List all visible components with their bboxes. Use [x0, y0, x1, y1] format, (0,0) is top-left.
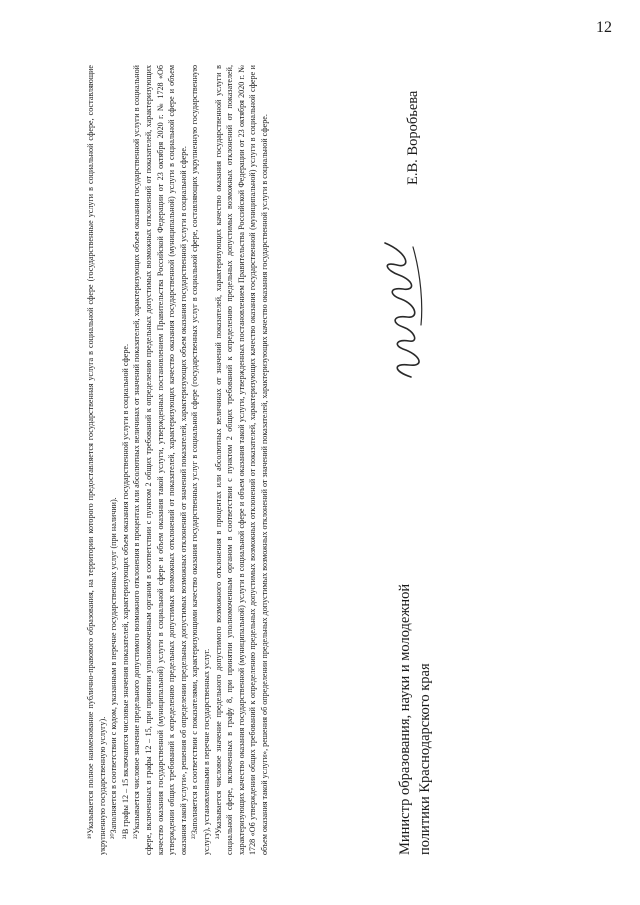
footnote-20: ²⁰Заполняется в соответствии с кодом, указанным в перечне государственных услуг (при наличии). — [109, 497, 119, 839]
signatory-title-line-1: Министр образования, науки и молодежной — [397, 583, 413, 855]
signature-scribble-icon — [363, 235, 433, 385]
signatory-title-line-2: политики Краснодарского края — [417, 663, 433, 855]
page-number: 12 — [596, 19, 612, 36]
signatory-title — [395, 584, 435, 855]
footnote-22: ²²Указывается числовое значение предельного допустимого возможного отклонения в процентах или абсолютных величинах от значений показателей, характеризующих объем оказания государственной услуги в социальной сфере, включенных в графы 12 – 15, при принятии уполномоченным органом в соответствии с пунктом 2 общих требований к определению предельных допустимых возможных отклонений от показателей, характеризующих качество оказания государственной (муниципальной) услуги в социальной сфере и объем оказания такой услуги, утвержденных постановлением Правительства Российской Федерации от 23 октября 2020 г. № 1728 «Об утверждении общих требований к определению предельных допустимых возможных отклонений от показателей, характеризующих качество оказания государственной (муниципальной) услуги в социальной сфере и объем оказания такой услуги», решения об определении предельных допустимых возможных отклонений от значений показателей, характеризующих объем оказания государственной услуги в социальной сфере. — [132, 65, 188, 855]
signature-block — [343, 65, 433, 855]
footnote-24: ²⁴Указывается числовое значение предельного допустимого возможного отклонения в процентах или абсолютных величинах от значений показателей, характеризующих качество оказания государственной услуги в социальной сфере, включенных в графу 8, при принятии уполномоченным органом в соответствии с пунктом 2 общих требований к определению предельных допустимых возможных отклонений от показателей, характеризующих качество оказания государственной (муниципальной) услуги в социальной сфере и объем оказания такой услуги, утвержденных постановлением Правительства Российской Федерации от 23 октября 2020 г. № 1728 «Об утверждении общих требований к определению предельных допустимых возможных отклонений от показателей, характеризующих качество оказания государственной (муниципальной) услуги в социальной сфере и объем оказания такой услуги», решения об определении предельных допустимых возможных отклонений от значений показателей, характеризующих качество оказания государственной услуги в социальной сфере. — [213, 65, 269, 855]
handwritten-signature — [363, 235, 433, 385]
footnote-21: ²¹В графы 12 – 15 включаются числовые значения показателей, характеризующих объем оказания государственной услуги в социальной сфере. — [120, 343, 130, 839]
footnote-19: ¹⁹Указывается полное наименование публично-правового образования, на территории которого предоставляется государственная услуга в социальной сфере (государственные услуги в социальной сфере, составляющие укрупненную государственную услугу). — [86, 65, 107, 855]
footnote-23: ²³Заполняется в соответствии с показателями, характеризующими качество оказания государственных услуг в социальной сфере (государственных услуг в социальной сфере, составляющих укрупненную государственную услугу), установленными в перечне государственных услуг. — [190, 65, 211, 855]
signatory-name: Е.В. Воробьева — [405, 90, 421, 185]
footnotes — [85, 65, 271, 855]
rotated-page-content — [85, 65, 433, 855]
